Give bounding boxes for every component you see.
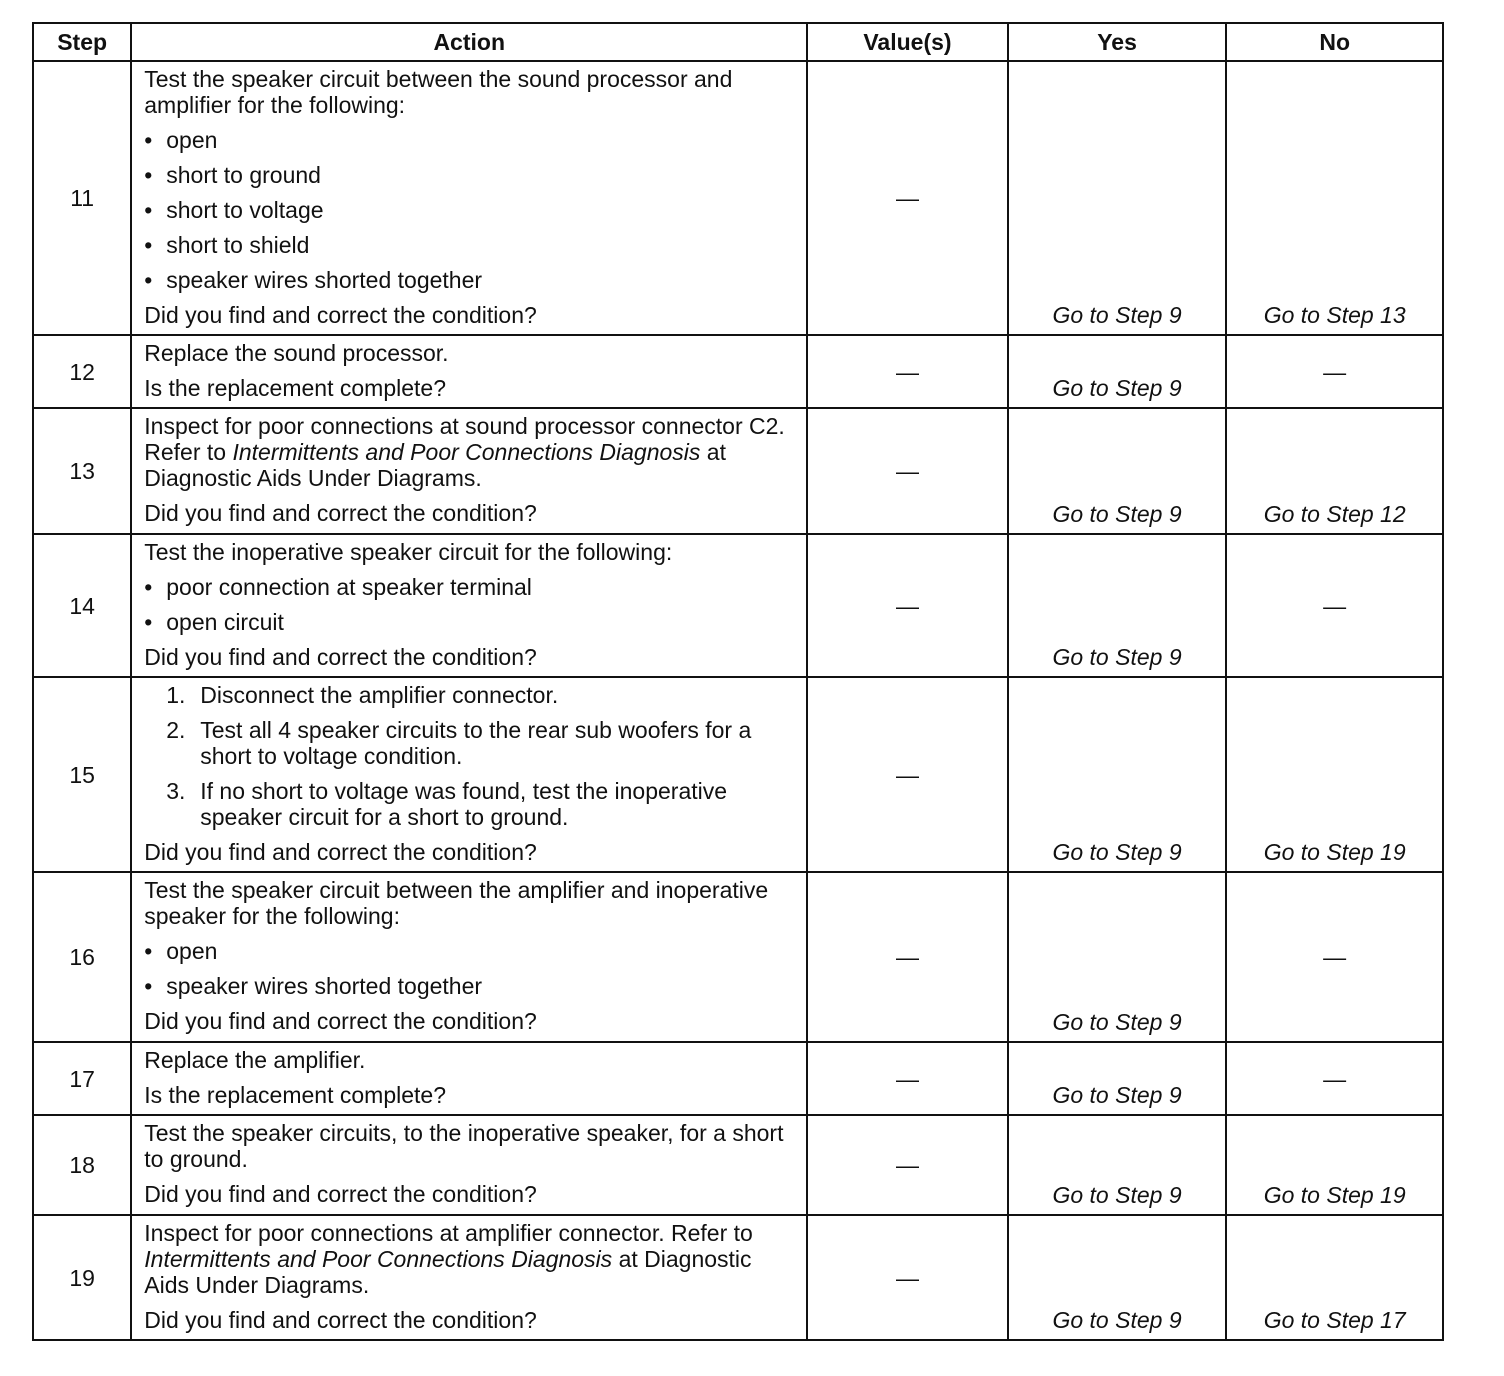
yes-cell: Go to Step 9: [1008, 408, 1227, 534]
value-cell: —: [807, 408, 1008, 534]
no-cell: —: [1226, 1042, 1443, 1115]
item-number: 2.: [166, 717, 186, 743]
action-question: Is the replacement complete?: [144, 1082, 446, 1108]
step-number: 12: [33, 335, 131, 408]
action-cell: [131, 1042, 807, 1115]
yes-cell: Go to Step 9: [1008, 677, 1227, 872]
action-text: Test the speaker circuits, to the inoperative speaker, for a short to ground.: [144, 1120, 784, 1172]
no-cell: Go to Step 19: [1226, 1115, 1443, 1215]
action-text: [144, 1220, 794, 1298]
numbered-item: [144, 778, 794, 830]
action-cell: [131, 1115, 807, 1215]
header-action: Action: [131, 23, 807, 61]
action-cell: [131, 61, 807, 335]
action-text-b: at Diagnostic Aids Under Diagrams.: [144, 1246, 752, 1298]
header-no: No: [1226, 23, 1443, 61]
header-row: [33, 23, 1443, 61]
item-number: 3.: [166, 778, 186, 804]
table-row: [33, 1042, 1443, 1115]
action-question: Did you find and correct the condition?: [144, 1181, 537, 1207]
table-row: [33, 534, 1443, 677]
yes-cell: Go to Step 9: [1008, 1215, 1227, 1340]
item-number: 1.: [166, 682, 186, 708]
no-cell: —: [1226, 335, 1443, 408]
no-cell: Go to Step 13: [1226, 61, 1443, 335]
yes-cell: Go to Step 9: [1008, 61, 1227, 335]
no-cell: Go to Step 12: [1226, 408, 1443, 534]
header-step: Step: [33, 23, 131, 61]
table-row: [33, 335, 1443, 408]
action-intro: Test the speaker circuit between the amplifier and inoperative speaker for the following:: [144, 877, 769, 929]
step-number: 11: [33, 61, 131, 335]
diagnostic-table: [32, 22, 1444, 1341]
action-intro: Test the inoperative speaker circuit for the following:: [144, 539, 673, 565]
step-number: 16: [33, 872, 131, 1042]
table-row: [33, 1215, 1443, 1340]
step-number: 15: [33, 677, 131, 872]
step-number: 13: [33, 408, 131, 534]
action-question: Did you find and correct the condition?: [144, 644, 537, 670]
step-number: 14: [33, 534, 131, 677]
step-number: 19: [33, 1215, 131, 1340]
action-question: Did you find and correct the condition?: [144, 1008, 537, 1034]
action-cell: [131, 534, 807, 677]
header-values: Value(s): [807, 23, 1008, 61]
numbered-item: [144, 717, 794, 769]
numbered-item: [144, 682, 794, 708]
item-text: Test all 4 speaker circuits to the rear sub woofers for a short to voltage condition.: [200, 717, 752, 769]
bullet-item: • poor connection at speaker terminal: [144, 574, 794, 600]
action-question: Did you find and correct the condition?: [144, 302, 537, 328]
value-cell: —: [807, 1215, 1008, 1340]
action-question: Is the replacement complete?: [144, 375, 446, 401]
action-question: Did you find and correct the condition?: [144, 1307, 537, 1333]
doc-reference: Intermittents and Poor Connections Diagnosis: [232, 439, 701, 465]
action-text: Replace the sound processor.: [144, 340, 449, 366]
table-row: [33, 408, 1443, 534]
value-cell: —: [807, 872, 1008, 1042]
yes-cell: Go to Step 9: [1008, 335, 1227, 408]
action-text: Replace the amplifier.: [144, 1047, 366, 1073]
no-cell: Go to Step 17: [1226, 1215, 1443, 1340]
bullet-item: • speaker wires shorted together: [144, 267, 794, 293]
bullet-item: • speaker wires shorted together: [144, 973, 794, 999]
action-cell: [131, 872, 807, 1042]
bullet-item: • short to voltage: [144, 197, 794, 223]
value-cell: —: [807, 61, 1008, 335]
value-cell: —: [807, 677, 1008, 872]
yes-cell: Go to Step 9: [1008, 534, 1227, 677]
action-cell: [131, 677, 807, 872]
action-text-b: at Diagnostic Aids Under Diagrams.: [144, 439, 726, 491]
item-text: If no short to voltage was found, test the inoperative speaker circuit for a short to ground.: [200, 778, 728, 830]
yes-cell: Go to Step 9: [1008, 872, 1227, 1042]
value-cell: —: [807, 1115, 1008, 1215]
header-yes: Yes: [1008, 23, 1227, 61]
yes-cell: Go to Step 9: [1008, 1042, 1227, 1115]
action-text: [144, 413, 794, 491]
action-text-a: Inspect for poor connections at sound processor connector C2. Refer to: [144, 413, 785, 465]
bullet-item: • open: [144, 127, 794, 153]
value-cell: —: [807, 1042, 1008, 1115]
action-question: Did you find and correct the condition?: [144, 500, 537, 526]
yes-cell: Go to Step 9: [1008, 1115, 1227, 1215]
table-row: [33, 61, 1443, 335]
item-text: Disconnect the amplifier connector.: [200, 682, 559, 708]
table-row: [33, 872, 1443, 1042]
bullet-item: • short to ground: [144, 162, 794, 188]
action-cell: [131, 408, 807, 534]
value-cell: —: [807, 534, 1008, 677]
step-number: 17: [33, 1042, 131, 1115]
doc-reference: Intermittents and Poor Connections Diagnosis: [144, 1246, 613, 1272]
step-number: 18: [33, 1115, 131, 1215]
bullet-item: • open: [144, 938, 794, 964]
action-cell: [131, 1215, 807, 1340]
table-row: [33, 1115, 1443, 1215]
no-cell: —: [1226, 534, 1443, 677]
table-row: [33, 677, 1443, 872]
action-question: Did you find and correct the condition?: [144, 839, 537, 865]
value-cell: —: [807, 335, 1008, 408]
action-cell: [131, 335, 807, 408]
no-cell: —: [1226, 872, 1443, 1042]
action-text-a: Inspect for poor connections at amplifier connector. Refer to: [144, 1220, 753, 1246]
no-cell: Go to Step 19: [1226, 677, 1443, 872]
bullet-item: • short to shield: [144, 232, 794, 258]
bullet-item: • open circuit: [144, 609, 794, 635]
action-intro: Test the speaker circuit between the sound processor and amplifier for the following:: [144, 66, 733, 118]
